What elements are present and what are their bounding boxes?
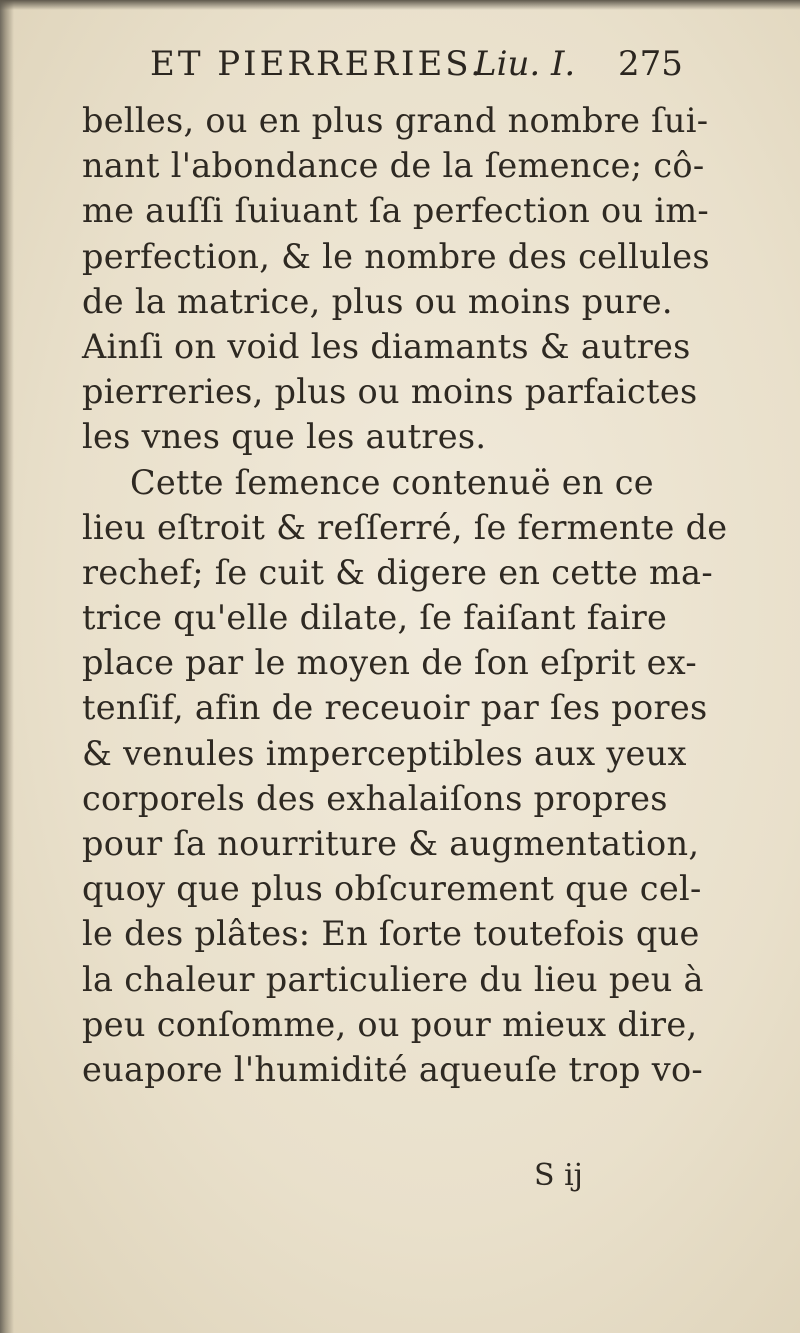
text-line: la chaleur particuliere du lieu peu à (82, 959, 704, 999)
text-line: place par le moyen de ſon eſprit ex- (82, 643, 698, 683)
running-head (150, 44, 710, 94)
text-line: le des plâtes: En ſorte toutefois que (82, 914, 700, 954)
page-gutter-shadow (0, 0, 14, 1333)
text-line: de la matrice, plus ou moins pure. (82, 281, 673, 321)
running-head-book: Liu. I. (474, 44, 576, 84)
page-number: 275 (618, 44, 683, 84)
text-line: perfection, & le nombre des cellules (82, 236, 710, 276)
text-line: pierreries, plus ou moins parfaictes (82, 372, 698, 412)
text-line: lieu eſtroit & reſſerré, ſe fermente de (82, 507, 728, 547)
text-line: rechef; ſe cuit & digere en cette ma- (82, 552, 713, 592)
text-line: pour ſa nourriture & augmentation, (82, 824, 700, 863)
signature-mark: S ij (534, 1158, 583, 1193)
text-line: belles, ou en plus grand nombre ſui- (82, 101, 709, 140)
text-line: Ainſi on void les diamants & autres (82, 326, 691, 366)
text-line: corporels des exhalaiſons propres (82, 778, 668, 818)
text-line: & venules imperceptibles aux yeux (82, 733, 687, 773)
text-line: quoy que plus obſcurement que cel- (82, 869, 702, 909)
text-line: trice qu'elle dilate, ſe faiſant faire (82, 598, 668, 638)
text-line: me auſſi ſuiuant ſa perfection ou im- (82, 191, 710, 231)
body-text (82, 98, 728, 1092)
text-line: peu conſomme, ou pour mieux dire, (82, 1004, 698, 1044)
text-line: les vnes que les autres. (82, 417, 487, 457)
text-line: tenſif, afin de receuoir par ſes pores (82, 688, 708, 728)
page-top-shadow (0, 0, 800, 10)
text-line: euapore l'humidité aqueuſe trop vo- (82, 1049, 704, 1089)
text-line: nant l'abondance de la ſemence; cô- (82, 146, 705, 186)
paragraph-start-line: Cette ſemence contenuë en ce (130, 462, 654, 502)
running-head-title: ET PIERRERIES. (150, 44, 485, 84)
